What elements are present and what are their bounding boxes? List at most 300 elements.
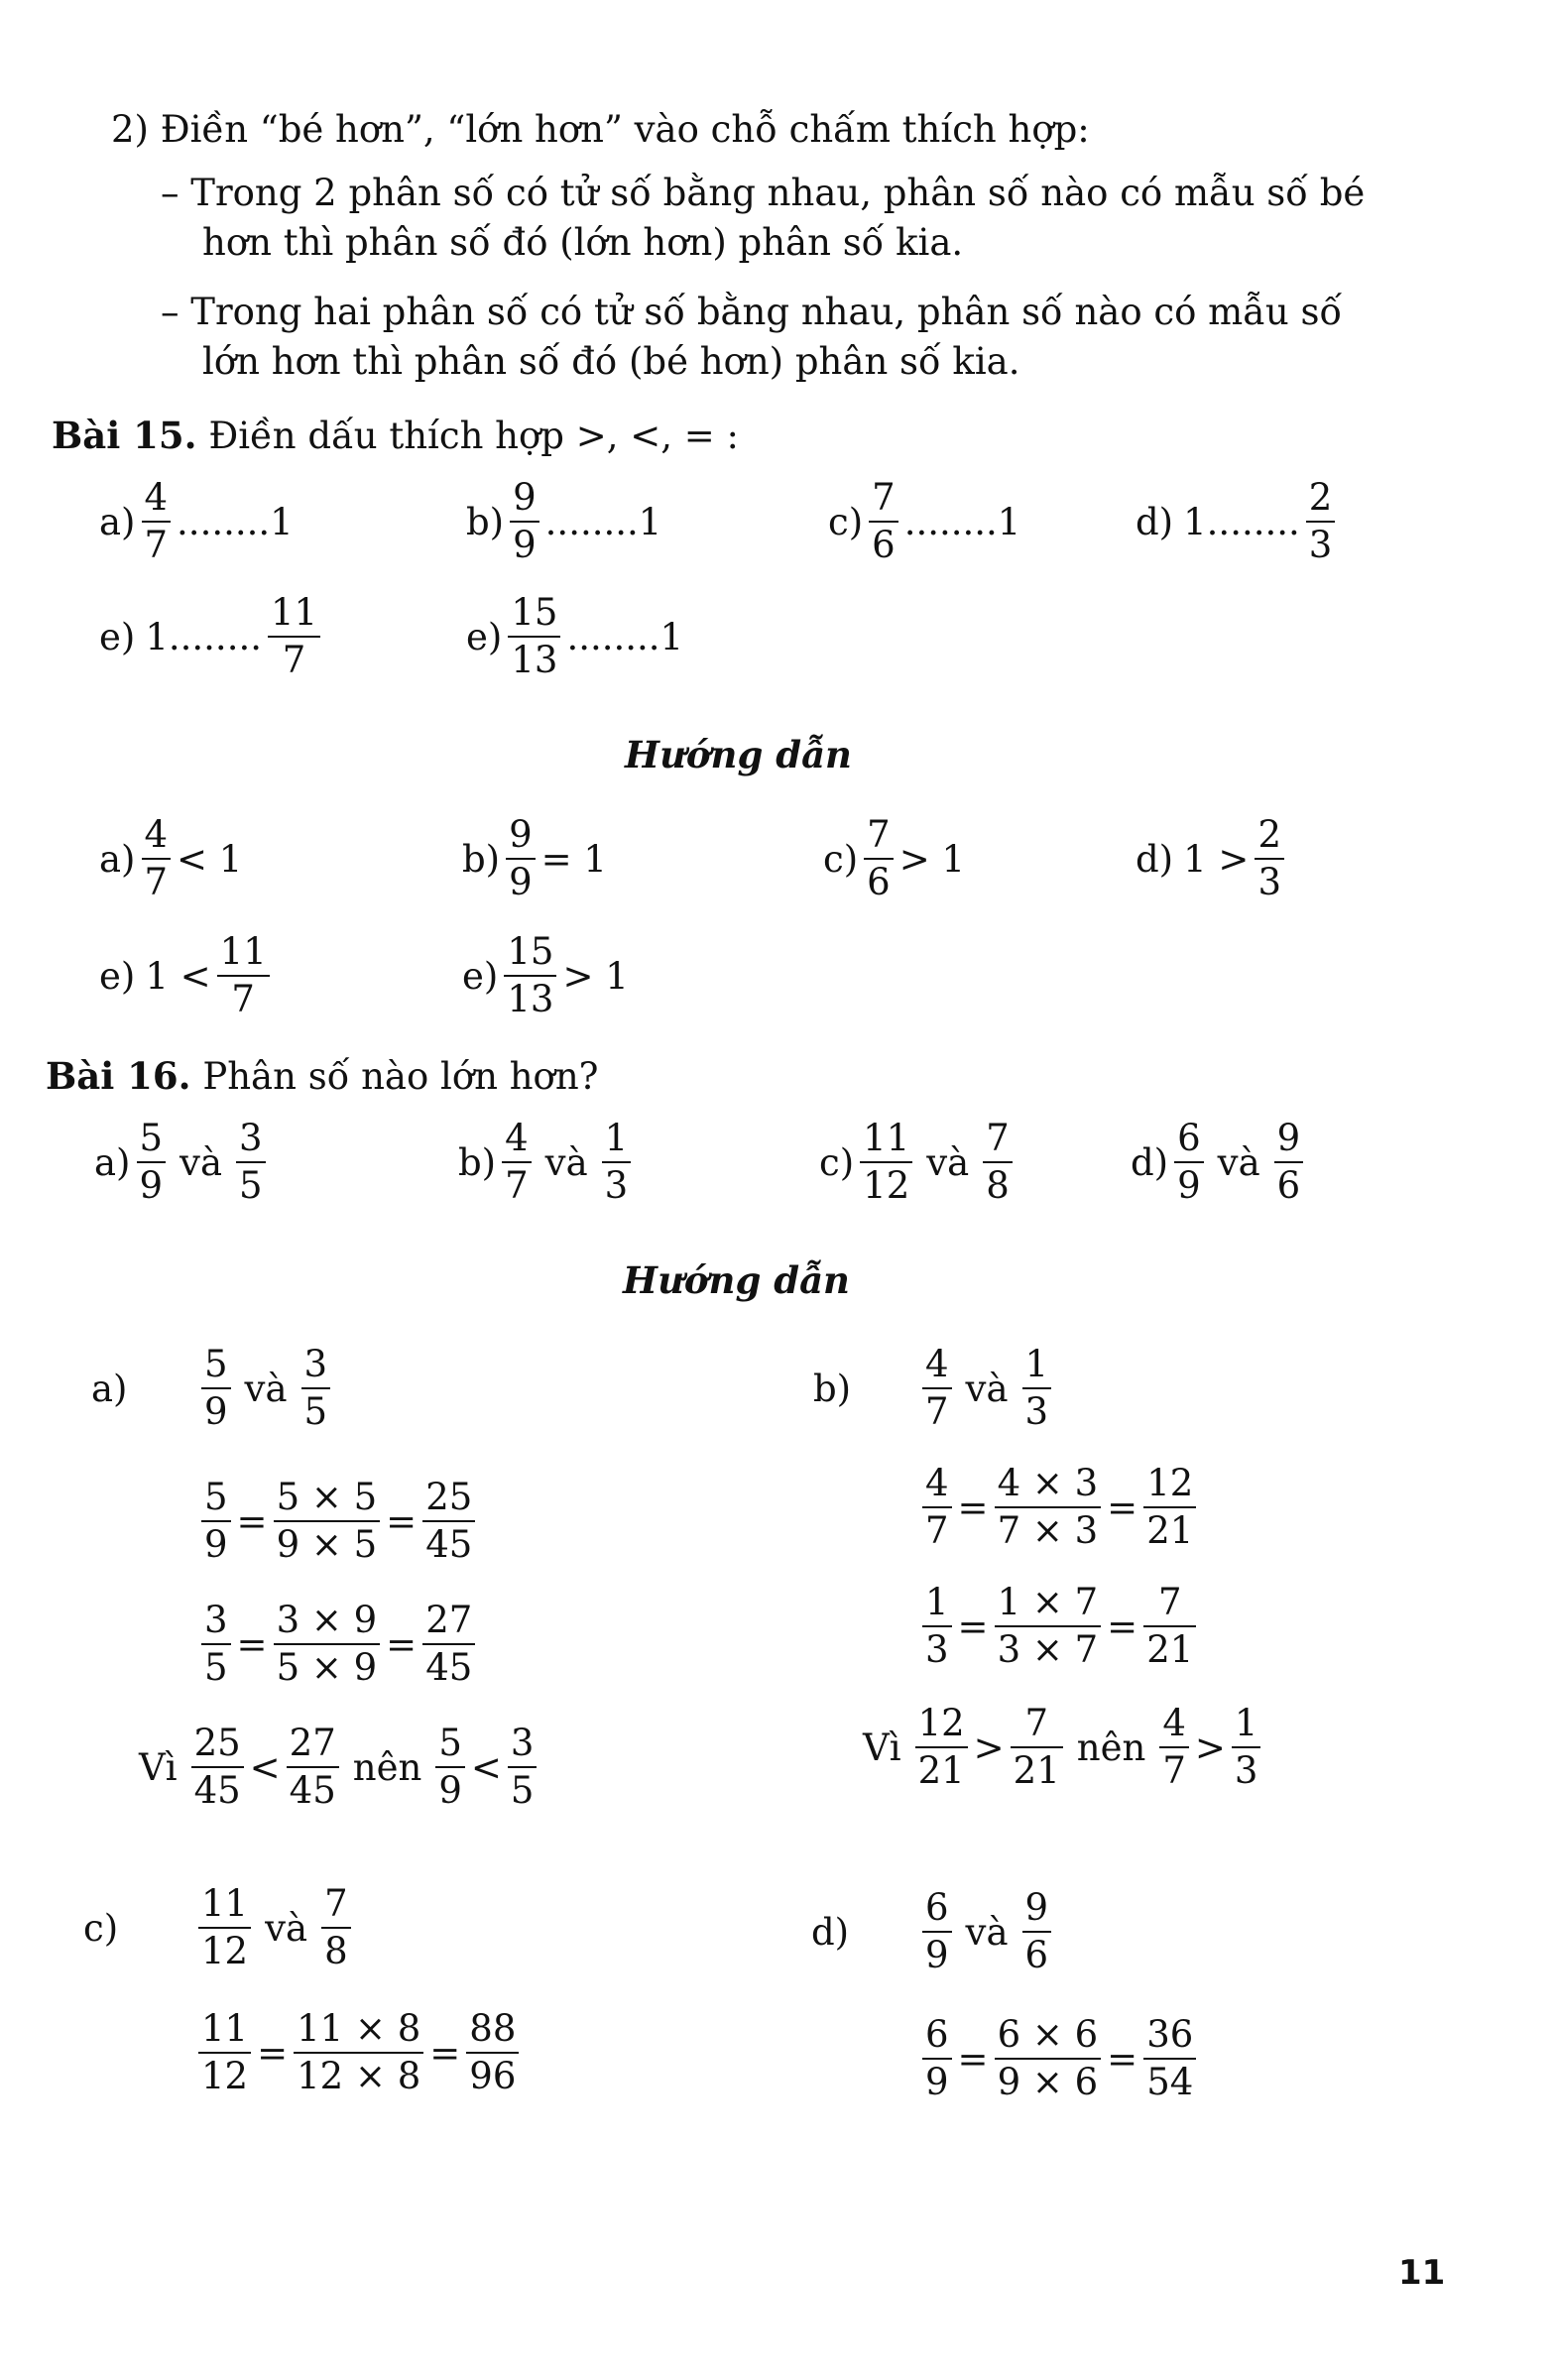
- fraction-bar: [510, 521, 539, 523]
- sol-c-header: [83, 1884, 357, 1971]
- fraction-bar: [236, 1161, 266, 1163]
- fraction-bar: [864, 858, 894, 860]
- denominator: 8: [324, 1930, 348, 1972]
- fraction: [983, 1119, 1013, 1206]
- because-word: Vì: [139, 1745, 178, 1789]
- numerator: 4: [925, 1462, 949, 1504]
- fraction-bar: [321, 1927, 351, 1929]
- bai15-q-a: [99, 478, 294, 565]
- denominator: 9: [925, 1934, 949, 1976]
- fraction: [922, 2015, 952, 2102]
- equals-sign: =: [236, 1499, 268, 1543]
- conjunction: và: [265, 1906, 308, 1950]
- conjunction: và: [1217, 1140, 1260, 1184]
- denominator: 9: [925, 2061, 949, 2103]
- numerator: 3: [239, 1117, 263, 1159]
- bai15-q-d: [1136, 478, 1341, 565]
- denominator: 7: [144, 861, 169, 903]
- fraction-bar: [860, 1161, 912, 1163]
- fraction-bar: [1143, 1625, 1196, 1627]
- bai15-ans-c: [823, 815, 965, 902]
- numerator: 1 × 7: [997, 1581, 1099, 1623]
- denominator: 9: [204, 1390, 228, 1433]
- denominator: 9 × 6: [997, 2061, 1099, 2103]
- bai16-q-d: [1131, 1119, 1309, 1206]
- comparison: 1 >: [1183, 837, 1250, 881]
- numerator: 5: [204, 1343, 228, 1385]
- fraction: [268, 593, 320, 680]
- sol-d-step-1: [916, 2015, 1202, 2102]
- item-label: a): [94, 1140, 131, 1184]
- numerator: 6: [1177, 1117, 1201, 1159]
- blank: 1........: [145, 615, 262, 658]
- fraction-bar: [502, 1161, 532, 1163]
- denominator: 9: [1177, 1164, 1201, 1207]
- bai16-text: Phân số nào lớn hơn?: [202, 1055, 599, 1098]
- fraction-bar: [1274, 1161, 1304, 1163]
- fraction: [504, 932, 556, 1019]
- fraction-bar: [274, 1520, 381, 1522]
- denominator: 3: [1234, 1749, 1258, 1792]
- fraction: [1174, 1119, 1204, 1206]
- fraction-bar: [504, 975, 556, 977]
- item-label: b): [813, 1367, 852, 1410]
- fraction: [142, 478, 172, 565]
- item-label: a): [99, 837, 136, 881]
- fraction-bar: [1159, 1746, 1189, 1748]
- fraction-bar: [508, 636, 560, 638]
- fraction: [995, 2015, 1102, 2102]
- numerator: 7: [1024, 1702, 1048, 1744]
- numerator: 11: [270, 591, 318, 634]
- bai15-label: Bài 15.: [52, 414, 197, 457]
- denominator: 7 × 3: [997, 1509, 1099, 1552]
- denominator: 45: [425, 1646, 473, 1689]
- denominator: 9: [204, 1523, 228, 1566]
- fraction-bar: [922, 1387, 952, 1389]
- fraction: [301, 1345, 331, 1432]
- fraction: [274, 1478, 381, 1565]
- bai16-label: Bài 16.: [46, 1054, 191, 1098]
- intro-line-2b: lớn hơn thì phân số đó (bé hơn) phân số kia.: [202, 340, 1020, 383]
- therefore-word: nên: [1076, 1726, 1146, 1769]
- fraction: [1274, 1119, 1304, 1206]
- numerator: 9: [1276, 1117, 1301, 1159]
- fraction-bar: [995, 2058, 1102, 2060]
- bai15-ans-f: [462, 932, 629, 1019]
- fraction: [869, 478, 898, 565]
- denominator: 9: [139, 1164, 164, 1207]
- denominator: 7: [505, 1164, 529, 1207]
- fraction: [508, 593, 560, 680]
- numerator: 1: [1234, 1702, 1258, 1744]
- sol-a-step-1: [195, 1478, 481, 1565]
- numerator: 4: [505, 1117, 529, 1159]
- fraction: [506, 815, 536, 902]
- fraction: [422, 1601, 475, 1688]
- equals-sign: =: [257, 2031, 289, 2075]
- denominator: 21: [1146, 1628, 1194, 1671]
- numerator: 4: [144, 476, 169, 519]
- item-label: c): [828, 500, 864, 543]
- fraction: [915, 1704, 968, 1791]
- fraction-bar: [1306, 521, 1336, 523]
- equals-sign: =: [957, 2037, 989, 2081]
- numerator: 7: [867, 813, 891, 856]
- denominator: 3: [1257, 861, 1281, 903]
- bai15-guide-title: Hướng dẫn: [625, 733, 852, 776]
- fraction-bar: [191, 1766, 244, 1768]
- fraction: [1143, 1583, 1196, 1670]
- blank: ........1: [544, 500, 662, 543]
- denominator: 21: [917, 1749, 965, 1792]
- item-label: c): [819, 1140, 855, 1184]
- denominator: 13: [507, 978, 554, 1020]
- bai15-ans-b: [462, 815, 607, 902]
- fraction: [995, 1464, 1102, 1551]
- fraction: [142, 815, 172, 902]
- item-label: d): [1136, 500, 1174, 543]
- item-label: d): [1136, 837, 1174, 881]
- item-label: d): [1131, 1140, 1169, 1184]
- fraction: [191, 1724, 244, 1811]
- denominator: 5: [510, 1769, 535, 1812]
- numerator: 5: [204, 1476, 228, 1518]
- denominator: 7: [282, 639, 306, 681]
- item-label: c): [83, 1906, 119, 1950]
- fraction-bar: [1011, 1746, 1063, 1748]
- fraction: [502, 1119, 532, 1206]
- fraction: [1232, 1704, 1261, 1791]
- bai15-q-b: [466, 478, 661, 565]
- fraction-bar: [508, 1766, 538, 1768]
- fraction: [201, 1478, 231, 1565]
- page-number: 11: [1398, 2253, 1446, 2293]
- numerator: 1: [925, 1581, 949, 1623]
- fraction: [864, 815, 894, 902]
- fraction: [602, 1119, 632, 1206]
- item-label: e): [99, 954, 136, 998]
- blank: 1........: [1183, 500, 1300, 543]
- fraction-bar: [506, 858, 536, 860]
- fraction-bar: [287, 1766, 339, 1768]
- numerator: 4: [925, 1343, 949, 1385]
- bai15-ans-d: [1136, 815, 1290, 902]
- numerator: 11: [863, 1117, 910, 1159]
- item-label: b): [458, 1140, 497, 1184]
- fraction: [1159, 1704, 1189, 1791]
- equals-sign: =: [1107, 1486, 1138, 1529]
- numerator: 9: [509, 813, 533, 856]
- denominator: 3: [925, 1628, 949, 1671]
- bai15-text: Điền dấu thích hợp >, <, = :: [208, 415, 740, 457]
- fraction-bar: [922, 1931, 952, 1933]
- fraction-bar: [922, 1625, 952, 1627]
- fraction-bar: [1255, 858, 1284, 860]
- fraction: [922, 1345, 952, 1432]
- bai15-ans-e: [99, 932, 276, 1019]
- conjunction: và: [926, 1140, 970, 1184]
- numerator: 1: [1024, 1343, 1049, 1385]
- fraction: [274, 1601, 381, 1688]
- numerator: 3: [303, 1343, 328, 1385]
- denominator: 9: [513, 524, 537, 566]
- sol-b-conclusion: [863, 1704, 1266, 1791]
- item-label: d): [811, 1910, 850, 1954]
- numerator: 4: [1162, 1702, 1186, 1744]
- numerator: 15: [507, 930, 554, 973]
- denominator: 6: [1024, 1934, 1049, 1976]
- denominator: 12: [201, 2055, 249, 2097]
- fraction: [1306, 478, 1336, 565]
- fraction: [1255, 815, 1284, 902]
- conjunction: và: [179, 1140, 223, 1184]
- fraction-bar: [268, 636, 320, 638]
- fraction: [198, 1884, 251, 1971]
- fraction-bar: [435, 1766, 465, 1768]
- item-label: c): [823, 837, 859, 881]
- denominator: 9 × 5: [276, 1523, 378, 1566]
- equals-sign: =: [1107, 2037, 1138, 2081]
- numerator: 4 × 3: [997, 1462, 1099, 1504]
- denominator: 3: [1308, 524, 1333, 566]
- fraction: [294, 2009, 423, 2096]
- numerator: 5: [438, 1722, 462, 1764]
- denominator: 21: [1013, 1749, 1060, 1792]
- fraction-bar: [201, 1643, 231, 1645]
- fraction: [860, 1119, 912, 1206]
- fraction: [201, 1601, 231, 1688]
- denominator: 45: [193, 1769, 241, 1812]
- numerator: 9: [513, 476, 537, 519]
- numerator: 12: [1146, 1462, 1194, 1504]
- numerator: 3: [510, 1722, 535, 1764]
- numerator: 5: [139, 1117, 164, 1159]
- equals-sign: =: [386, 1499, 418, 1543]
- fraction: [1011, 1704, 1063, 1791]
- bai16-q-c: [819, 1119, 1018, 1206]
- fraction-bar: [1143, 2058, 1196, 2060]
- equals-sign: =: [386, 1622, 418, 1666]
- fraction: [201, 1345, 231, 1432]
- numerator: 88: [469, 2007, 517, 2050]
- denominator: 13: [511, 639, 558, 681]
- numerator: 27: [425, 1599, 473, 1641]
- fraction: [922, 1583, 952, 1670]
- denominator: 3: [1024, 1390, 1049, 1433]
- denominator: 6: [867, 861, 891, 903]
- numerator: 7: [324, 1882, 348, 1925]
- fraction: [198, 2009, 251, 2096]
- conjunction: và: [965, 1367, 1009, 1410]
- fraction-bar: [1022, 1387, 1052, 1389]
- numerator: 7: [986, 1117, 1010, 1159]
- denominator: 45: [425, 1523, 473, 1566]
- blank: ........1: [177, 500, 294, 543]
- bai15-ans-a: [99, 815, 242, 902]
- denominator: 7: [925, 1390, 949, 1433]
- numerator: 3: [204, 1599, 228, 1641]
- bai15-q-f: [466, 593, 683, 680]
- denominator: 5 × 9: [276, 1646, 378, 1689]
- bai15-q-c: [828, 478, 1020, 565]
- numerator: 6: [925, 2013, 949, 2056]
- comparison: > 1: [898, 837, 966, 881]
- fraction: [1143, 1464, 1196, 1551]
- bai16-heading: [46, 1053, 599, 1100]
- conjunction: và: [965, 1910, 1009, 1954]
- fraction: [995, 1583, 1102, 1670]
- fraction: [321, 1884, 351, 1971]
- denominator: 54: [1146, 2061, 1194, 2103]
- item-label: b): [466, 500, 505, 543]
- bai16-q-a: [94, 1119, 272, 1206]
- intro-line-1b: hơn thì phân số đó (lớn hơn) phân số kia.: [202, 221, 964, 264]
- item-label: e): [99, 615, 136, 658]
- numerator: 25: [425, 1476, 473, 1518]
- denominator: 6: [872, 524, 896, 566]
- blank: ........1: [566, 615, 684, 658]
- intro-title: 2) Điền “bé hơn”, “lớn hơn” vào chỗ chấm thích hợp:: [111, 108, 1090, 151]
- fraction: [287, 1724, 339, 1811]
- denominator: 12 × 8: [297, 2055, 421, 2097]
- sol-c-step-1: [192, 2009, 525, 2096]
- numerator: 11: [201, 2007, 249, 2050]
- equals-sign: =: [957, 1605, 989, 1648]
- item-label: a): [99, 500, 136, 543]
- item-label: b): [462, 837, 501, 881]
- bai16-guide-title: Hướng dẫn: [623, 1258, 850, 1302]
- numerator: 27: [289, 1722, 336, 1764]
- fraction-bar: [142, 858, 172, 860]
- fraction: [466, 2009, 519, 2096]
- sol-b-header: [813, 1345, 1057, 1432]
- numerator: 11: [201, 1882, 249, 1925]
- denominator: 9: [438, 1769, 462, 1812]
- fraction-bar: [869, 521, 898, 523]
- denominator: 7: [1162, 1749, 1186, 1792]
- equals-sign: =: [236, 1622, 268, 1666]
- fraction-bar: [142, 521, 172, 523]
- fraction: [236, 1119, 266, 1206]
- less-than-sign: <: [249, 1745, 281, 1789]
- fraction: [508, 1724, 538, 1811]
- intro-line-2a: – Trong hai phân số có tử số bằng nhau, phân số nào có mẫu số: [161, 291, 1343, 333]
- item-label: a): [91, 1367, 128, 1410]
- fraction-bar: [201, 1520, 231, 1522]
- fraction-bar: [995, 1625, 1102, 1627]
- fraction-bar: [1143, 1506, 1196, 1508]
- fraction: [137, 1119, 167, 1206]
- because-word: Vì: [863, 1726, 901, 1769]
- numerator: 2: [1308, 476, 1333, 519]
- numerator: 25: [193, 1722, 241, 1764]
- item-label: e): [462, 954, 499, 998]
- fraction: [510, 478, 539, 565]
- item-label: e): [466, 615, 503, 658]
- sol-a-step-2: [195, 1601, 481, 1688]
- fraction: [217, 932, 270, 1019]
- fraction-bar: [422, 1520, 475, 1522]
- fraction: [435, 1724, 465, 1811]
- conjunction: và: [244, 1367, 288, 1410]
- denominator: 21: [1146, 1509, 1194, 1552]
- sol-a-conclusion: [139, 1724, 542, 1811]
- comparison: < 1: [177, 837, 243, 881]
- denominator: 45: [289, 1769, 336, 1812]
- fraction: [922, 1888, 952, 1975]
- denominator: 96: [469, 2055, 517, 2097]
- therefore-word: nên: [352, 1745, 422, 1789]
- denominator: 9: [509, 861, 533, 903]
- numerator: 6 × 6: [997, 2013, 1099, 2056]
- numerator: 11: [219, 930, 267, 973]
- denominator: 5: [239, 1164, 263, 1207]
- bai15-heading: [52, 413, 739, 459]
- sol-a-header: [91, 1345, 336, 1432]
- conjunction: và: [544, 1140, 588, 1184]
- fraction-bar: [995, 1506, 1102, 1508]
- fraction-bar: [294, 2052, 423, 2054]
- fraction-bar: [915, 1746, 968, 1748]
- comparison: = 1: [540, 837, 607, 881]
- bai16-q-b: [458, 1119, 637, 1206]
- fraction-bar: [602, 1161, 632, 1163]
- denominator: 6: [1276, 1164, 1301, 1207]
- fraction-bar: [922, 1506, 952, 1508]
- fraction-bar: [201, 1387, 231, 1389]
- comparison: 1 <: [145, 954, 211, 998]
- denominator: 5: [204, 1646, 228, 1689]
- denominator: 12: [201, 1930, 249, 1972]
- numerator: 11 × 8: [297, 2007, 421, 2050]
- numerator: 6: [925, 1886, 949, 1929]
- denominator: 5: [303, 1390, 328, 1433]
- bai15-q-e: [99, 593, 326, 680]
- fraction-bar: [983, 1161, 1013, 1163]
- fraction: [1022, 1888, 1052, 1975]
- numerator: 5 × 5: [276, 1476, 378, 1518]
- fraction-bar: [422, 1643, 475, 1645]
- fraction-bar: [198, 1927, 251, 1929]
- equals-sign: =: [1107, 1605, 1138, 1648]
- equals-sign: =: [429, 2031, 461, 2075]
- numerator: 4: [144, 813, 169, 856]
- fraction-bar: [1232, 1746, 1261, 1748]
- greater-than-sign: >: [973, 1726, 1005, 1769]
- fraction: [422, 1478, 475, 1565]
- fraction-bar: [1174, 1161, 1204, 1163]
- fraction: [1143, 2015, 1196, 2102]
- numerator: 1: [604, 1117, 629, 1159]
- numerator: 2: [1257, 813, 1281, 856]
- fraction-bar: [198, 2052, 251, 2054]
- numerator: 12: [917, 1702, 965, 1744]
- denominator: 8: [986, 1164, 1010, 1207]
- numerator: 36: [1146, 2013, 1194, 2056]
- fraction: [922, 1464, 952, 1551]
- numerator: 7: [1157, 1581, 1182, 1623]
- equals-sign: =: [957, 1486, 989, 1529]
- fraction-bar: [217, 975, 270, 977]
- fraction-bar: [466, 2052, 519, 2054]
- less-than-sign: <: [470, 1745, 502, 1789]
- denominator: 3: [604, 1164, 629, 1207]
- denominator: 12: [863, 1164, 910, 1207]
- intro-line-1a: – Trong 2 phân số có tử số bằng nhau, phân số nào có mẫu số bé: [161, 172, 1366, 214]
- fraction-bar: [301, 1387, 331, 1389]
- sol-b-step-2: [916, 1583, 1202, 1670]
